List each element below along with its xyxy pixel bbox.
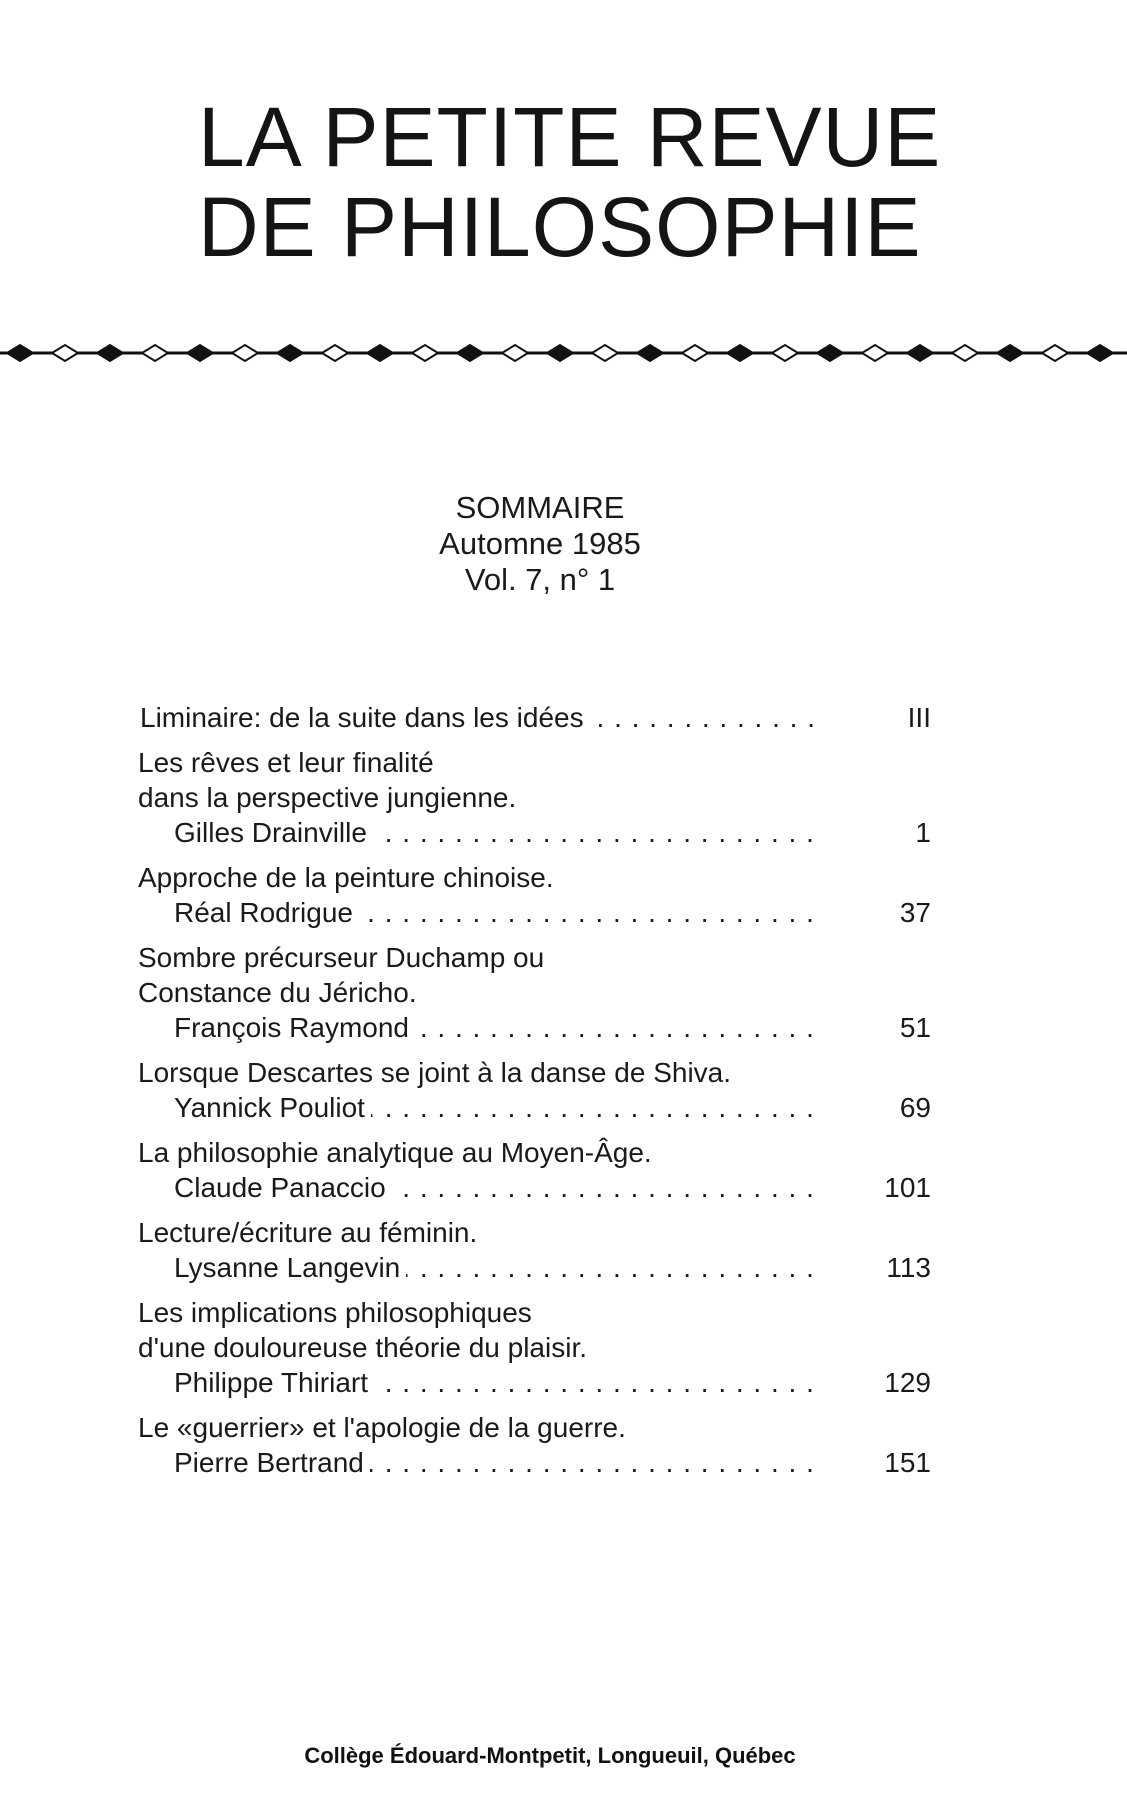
toc-entry-page: 113 xyxy=(886,1252,931,1283)
toc-entry xyxy=(0,940,1127,1045)
toc-entry-page: III xyxy=(907,702,931,733)
hollow-diamond-ornament xyxy=(232,345,258,361)
toc-entry-leader xyxy=(0,700,815,735)
toc-entry-author: Pierre Bertrand xyxy=(174,1447,370,1478)
issue-season: Automne 1985 xyxy=(439,526,641,561)
filled-diamond-ornament xyxy=(907,345,933,361)
journal-title-line-2: DE PHILOSOPHIE xyxy=(198,180,922,274)
hollow-diamond-ornament xyxy=(772,345,798,361)
toc-entry-leader xyxy=(0,1365,815,1400)
toc-entry-title: Constance du Jéricho. xyxy=(138,977,417,1008)
issue-info xyxy=(390,490,690,598)
filled-diamond-ornament xyxy=(637,345,663,361)
hollow-diamond-ornament xyxy=(952,345,978,361)
filled-diamond-ornament xyxy=(97,345,123,361)
toc-entry-leader xyxy=(0,1445,815,1480)
publisher-footer: Collège Édouard-Montpetit, Longueuil, Québec xyxy=(304,1743,796,1768)
toc-entry-leader xyxy=(0,815,815,850)
toc-entry xyxy=(0,1055,1127,1125)
table-of-contents xyxy=(0,700,1127,1490)
toc-entry-title: Liminaire: de la suite dans les idées xyxy=(140,702,590,733)
toc-entry-title: d'une douloureuse théorie du plaisir. xyxy=(138,1332,587,1363)
filled-diamond-ornament xyxy=(817,345,843,361)
toc-entry-page: 51 xyxy=(899,1012,931,1043)
filled-diamond-ornament xyxy=(7,345,33,361)
toc-entry-page: 37 xyxy=(899,897,931,928)
toc-entry-page: 69 xyxy=(899,1092,931,1123)
toc-entry-leader xyxy=(0,1250,815,1285)
toc-entry-author: François Raymond xyxy=(174,1012,415,1043)
hollow-diamond-ornament xyxy=(412,345,438,361)
toc-entry-title: Lecture/écriture au féminin. xyxy=(138,1217,478,1248)
journal-title-line-1: LA PETITE REVUE xyxy=(198,90,942,184)
toc-entry-page: 151 xyxy=(884,1447,931,1478)
toc-entry-title: Les implications philosophiques xyxy=(138,1297,532,1328)
toc-entry-author: Philippe Thiriart xyxy=(174,1367,374,1398)
toc-entry-author: Gilles Drainville xyxy=(174,817,373,848)
hollow-diamond-ornament xyxy=(592,345,618,361)
hollow-diamond-ornament xyxy=(682,345,708,361)
filled-diamond-ornament xyxy=(1087,345,1113,361)
toc-entry-author: Réal Rodrigue xyxy=(174,897,359,928)
hollow-diamond-ornament xyxy=(322,345,348,361)
ornamental-divider xyxy=(0,333,1127,373)
filled-diamond-ornament xyxy=(457,345,483,361)
toc-entry-title: Sombre précurseur Duchamp ou xyxy=(138,942,545,973)
toc-entry-title: dans la perspective jungienne. xyxy=(138,782,517,813)
toc-entry-page: 101 xyxy=(884,1172,931,1203)
toc-entry xyxy=(0,745,1127,850)
hollow-diamond-ornament xyxy=(142,345,168,361)
toc-entry xyxy=(0,1410,1127,1480)
toc-entry-title: Lorsque Descartes se joint à la danse de Shiva. xyxy=(138,1057,732,1088)
sommaire-heading: SOMMAIRE xyxy=(455,490,625,525)
issue-volume: Vol. 7, n° 1 xyxy=(464,562,616,597)
filled-diamond-ornament xyxy=(277,345,303,361)
toc-entry xyxy=(0,860,1127,930)
toc-entry-author: Lysanne Langevin xyxy=(174,1252,406,1283)
filled-diamond-ornament xyxy=(727,345,753,361)
toc-entry-leader xyxy=(0,1170,815,1205)
filled-diamond-ornament xyxy=(367,345,393,361)
toc-entry-author: Yannick Pouliot xyxy=(174,1092,371,1123)
toc-entry-title: Les rêves et leur finalité xyxy=(138,747,434,778)
toc-entry-title: Approche de la peinture chinoise. xyxy=(138,862,554,893)
toc-entry-leader xyxy=(0,1090,815,1125)
filled-diamond-ornament xyxy=(187,345,213,361)
hollow-diamond-ornament xyxy=(52,345,78,361)
toc-entry-author: Claude Panaccio xyxy=(174,1172,392,1203)
toc-entry xyxy=(0,1215,1127,1285)
toc-entry xyxy=(0,700,1127,735)
journal-title xyxy=(198,92,941,272)
toc-entry-title: Le «guerrier» et l'apologie de la guerre. xyxy=(138,1412,626,1443)
toc-entry-leader xyxy=(0,1010,815,1045)
toc-entry xyxy=(0,1135,1127,1205)
toc-entry-leader xyxy=(0,895,815,930)
hollow-diamond-ornament xyxy=(862,345,888,361)
toc-entry-title: La philosophie analytique au Moyen-Âge. xyxy=(138,1137,652,1168)
toc-entry-page: 1 xyxy=(915,817,931,848)
filled-diamond-ornament xyxy=(547,345,573,361)
hollow-diamond-ornament xyxy=(1042,345,1068,361)
toc-entry xyxy=(0,1295,1127,1400)
hollow-diamond-ornament xyxy=(502,345,528,361)
toc-entry-page: 129 xyxy=(884,1367,931,1398)
filled-diamond-ornament xyxy=(997,345,1023,361)
